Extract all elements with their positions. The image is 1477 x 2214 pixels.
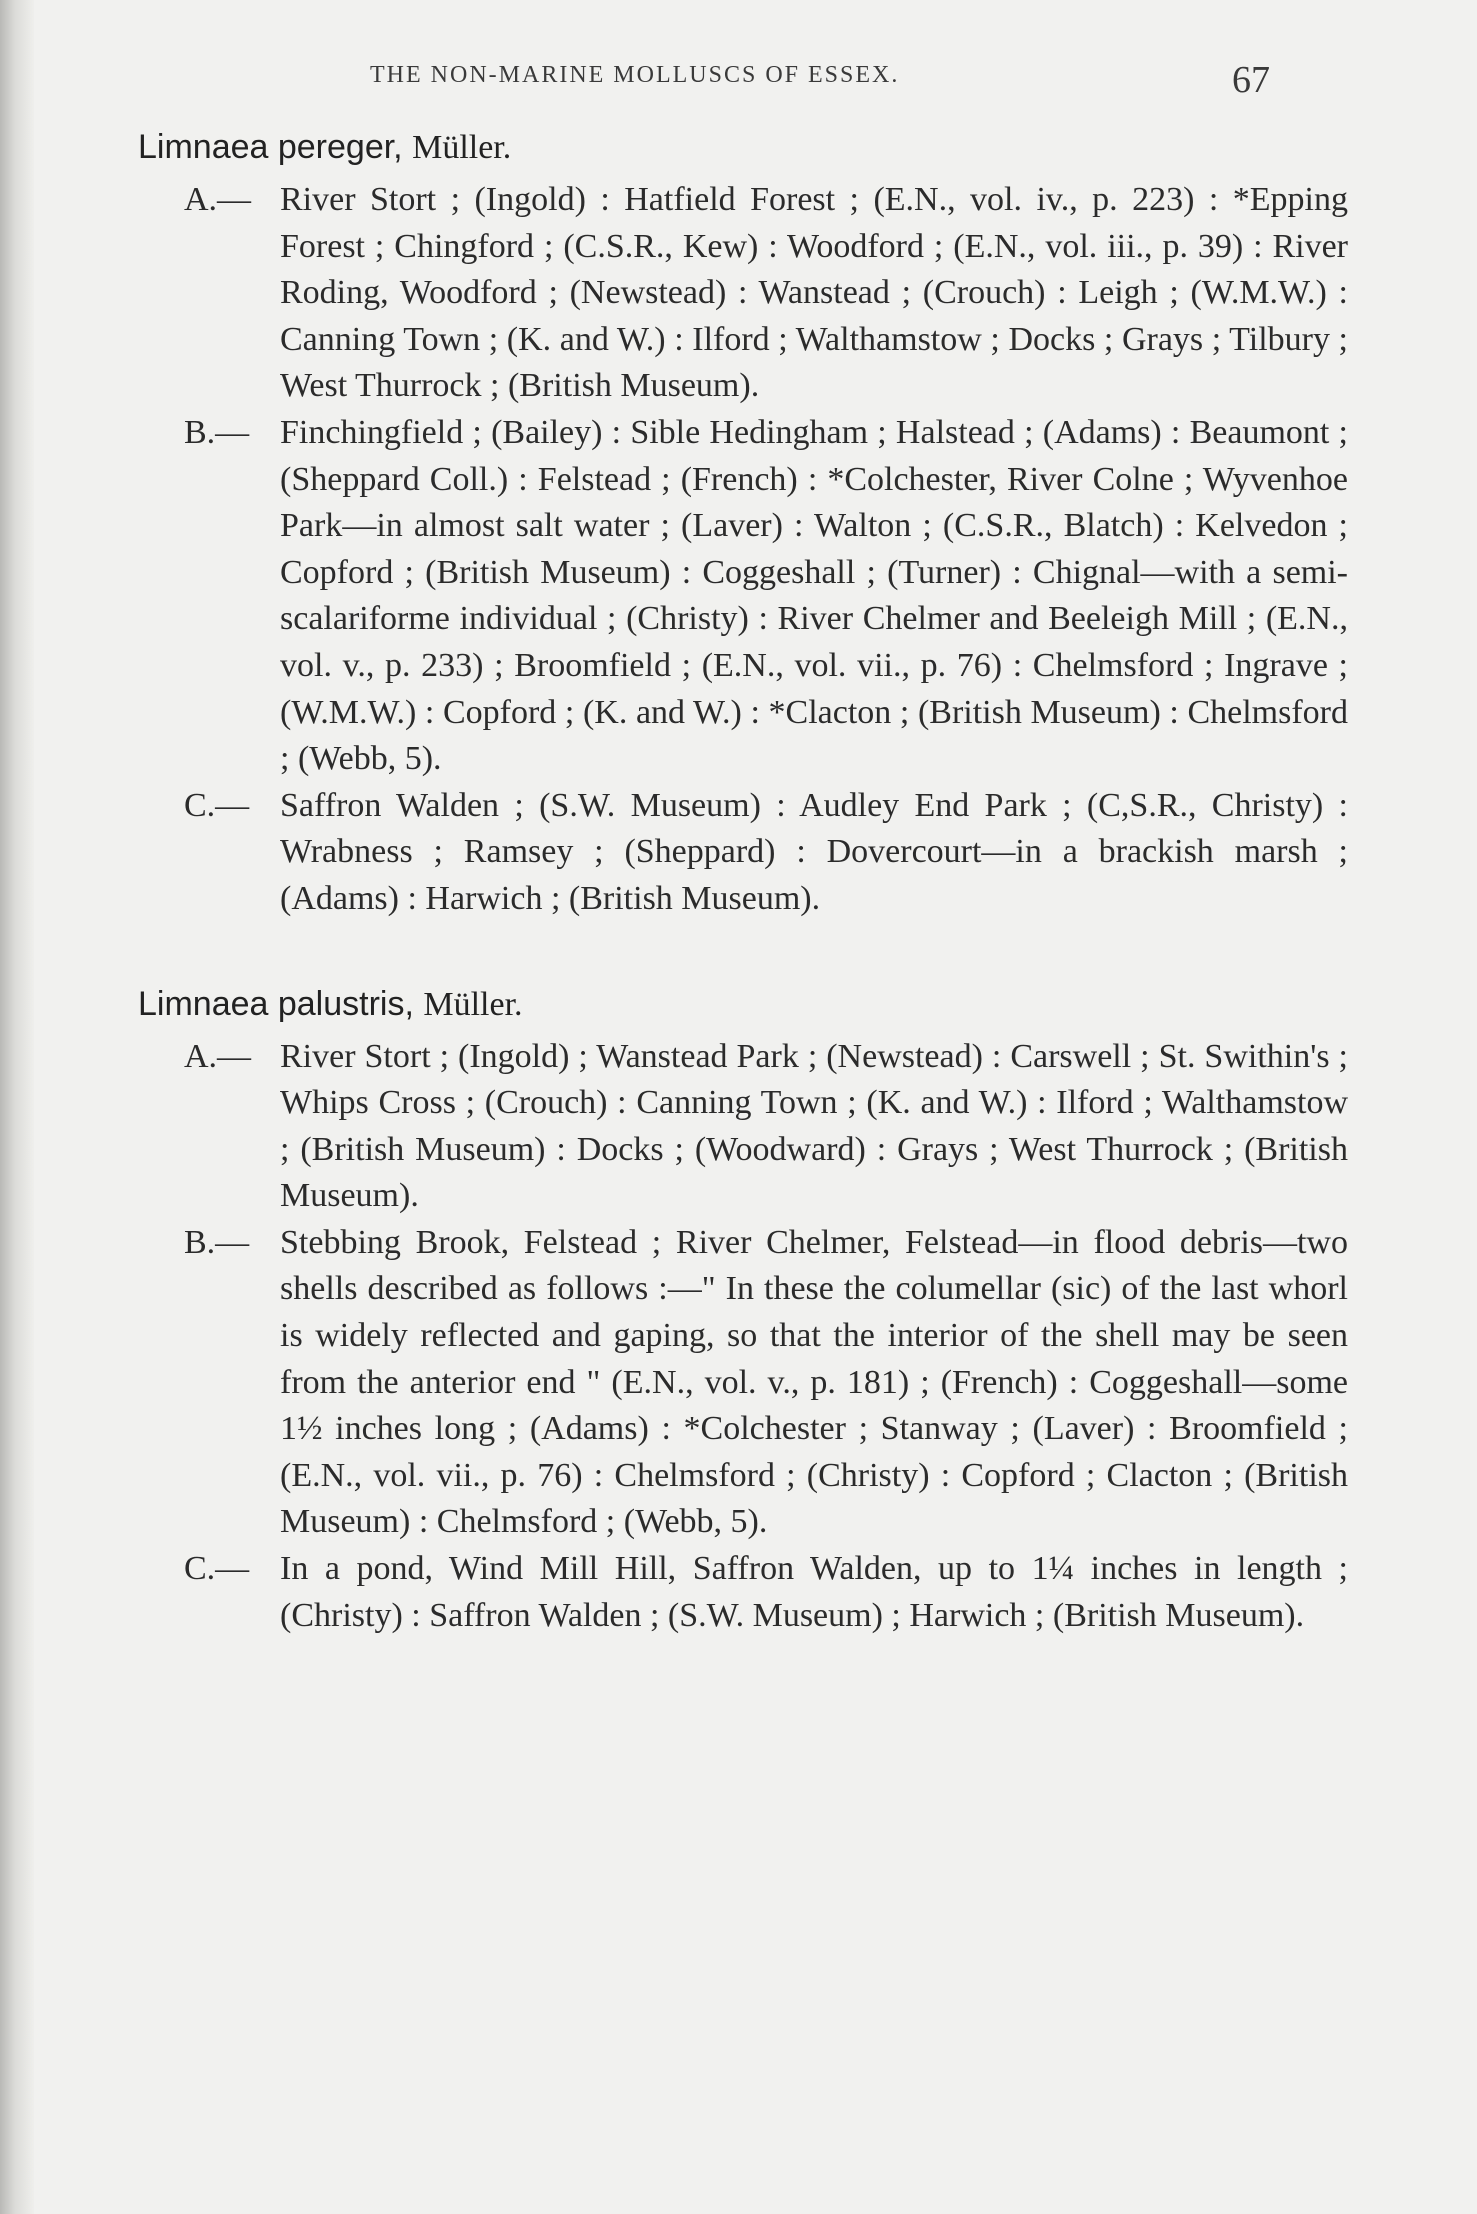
species-title <box>138 981 1348 1028</box>
locality-entry-b <box>138 1220 1348 1546</box>
species-section-1 <box>138 124 1348 923</box>
locality-entry-c <box>138 783 1348 923</box>
locality-entry-a <box>138 1034 1348 1220</box>
entry-text: Saffron Walden ; (S.W. Museum) : Audley End Park ; (C,S.R., Christy) : Wrabness ; Ramsey ; (Sheppard) : Dovercourt—in a brackish marsh ; (Adams) : Harwich ; (British Museum). <box>280 786 1348 917</box>
entry-text: River Stort ; (Ingold) ; Wanstead Park ; (Newstead) : Carswell ; St. Swithin's ; Whips Cross ; (Crouch) : Canning Town ; (K. and W.) : Ilford ; Walthamstow ; (British Museum) : Docks ; (Woodward) : Grays ; West Thurrock ; (British Museum). <box>280 1037 1348 1215</box>
entry-text: Stebbing Brook, Felstead ; River Chelmer, Felstead—in flood debris—two shells described as follows :—" In these the columellar (sic) of the last whorl is widely reflected and gaping, so that the interior of the shell may be seen from the anterior end " (E.N., vol. v., p. 181) ; (French) : Coggeshall—some 1½ inches long ; (Adams) : *Colchester ; Stanway ; (Laver) : Broomfield ; (E.N., vol. vii., p. 76) : Chelmsford ; (Christy) : Copford ; Clacton ; (British Museum) : Chelmsford ; (Webb, 5). <box>280 1223 1348 1541</box>
species-name: Limnaea pereger, <box>138 128 403 166</box>
locality-entry-c <box>138 1546 1348 1639</box>
species-author: Müller. <box>412 129 512 166</box>
entry-text: River Stort ; (Ingold) : Hatfield Forest ; (E.N., vol. iv., p. 223) : *Epping Forest ; Chingford ; (C.S.R., Kew) : Woodford ; (E.N., vol. iii., p. 39) : River Roding, Woodford ; (Newstead) : Wanstead ; (Crouch) : Leigh ; (W.M.W.) : Canning Town ; (K. and W.) : Ilford ; Walthamstow ; Docks ; Grays ; Tilbury ; West Thurrock ; (British Museum). <box>280 181 1348 405</box>
running-header: THE NON-MARINE MOLLUSCS OF ESSEX. <box>370 62 900 88</box>
locality-entry-b <box>138 410 1348 783</box>
page-number: 67 <box>1232 59 1270 101</box>
locality-entry-a <box>138 177 1348 410</box>
entry-text: In a pond, Wind Mill Hill, Saffron Walden, up to 1¼ inches in length ; (Christy) : Saffron Walden ; (S.W. Museum) ; Harwich ; (British Museum). <box>280 1550 1348 1634</box>
entry-label: B.— <box>184 413 250 451</box>
entry-label: C.— <box>184 1550 250 1588</box>
entry-label: A.— <box>184 181 252 218</box>
entry-label: C.— <box>184 786 250 824</box>
species-section-2 <box>138 981 1348 1640</box>
entry-text: Finchingfield ; (Bailey) : Sible Hedingham ; Halstead ; (Adams) : Beaumont ; (Sheppard Coll.) : Felstead ; (French) : *Colchester, River Colne ; Wyvenhoe Park—in almost salt water ; (Laver) : Walton ; (C.S.R., Blatch) : Kelvedon ; Copford ; (British Museum) : Coggeshall ; (Turner) : Chignal—with a semi-scalariforme individual ; (Christy) : River Chelmer and Beeleigh Mill ; (E.N., vol. v., p. 233) ; Broomfield ; (E.N., vol. vii., p. 76) : Chelmsford ; Ingrave ; (W.M.W.) : Copford ; (K. and W.) : *Clacton ; (British Museum) : Chelmsford ; (Webb, 5). <box>280 413 1348 778</box>
species-name: Limnaea palustris, <box>138 984 414 1023</box>
entry-label: A.— <box>184 1037 252 1075</box>
page-body <box>138 124 1348 1639</box>
species-title <box>138 124 1348 171</box>
page-gutter-shadow <box>0 0 34 2214</box>
species-author: Müller. <box>423 985 523 1023</box>
entry-label: B.— <box>184 1223 250 1261</box>
